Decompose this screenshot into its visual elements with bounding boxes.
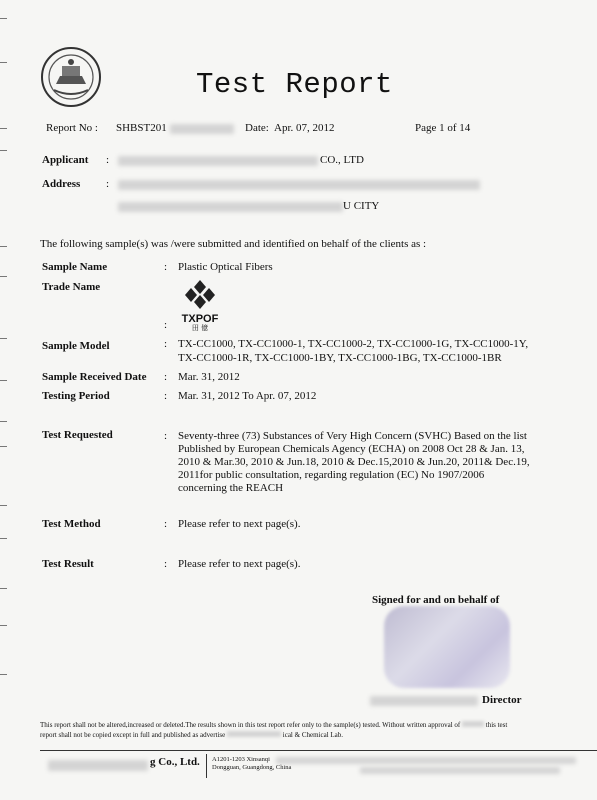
footer-separator bbox=[206, 754, 207, 778]
date-value: Apr. 07, 2012 bbox=[274, 122, 335, 134]
date-label: Date: bbox=[245, 122, 269, 134]
field-colon: : bbox=[164, 390, 168, 402]
test-method-label: Test Method bbox=[42, 518, 101, 530]
address-label: Address bbox=[42, 178, 81, 190]
test-result-label: Test Result bbox=[42, 558, 94, 570]
address-line2: U CITY bbox=[343, 200, 380, 212]
trade-logo bbox=[178, 279, 222, 332]
edge-mark bbox=[0, 674, 7, 675]
field-colon: : bbox=[164, 558, 168, 570]
company-stamp bbox=[384, 606, 510, 688]
disclaimer-line bbox=[40, 721, 507, 729]
edge-mark bbox=[0, 276, 7, 277]
sample-model-line: TX-CC1000-1R, TX-CC1000-1BY, TX-CC1000-1BG, TX-CC1000-1BR bbox=[178, 352, 502, 364]
redaction bbox=[118, 180, 480, 190]
edge-mark bbox=[0, 538, 7, 539]
field-colon: : bbox=[164, 319, 168, 331]
trade-name-label: Trade Name bbox=[42, 281, 101, 293]
test-requested-line: concerning the REACH bbox=[178, 482, 284, 494]
field-colon: : bbox=[164, 430, 168, 442]
test-requested-line: Published by European Chemicals Agency (ECHA) on 2008 Oct 28 & Jan. 13, bbox=[178, 443, 525, 455]
edge-mark bbox=[0, 446, 7, 447]
page-number: Page 1 of 14 bbox=[415, 122, 471, 134]
edge-mark bbox=[0, 588, 7, 589]
received-label: Sample Received Date bbox=[42, 371, 147, 383]
test-requested-line: 2010 & Mar.30, 2010 & Jun.18, 2010 & Dec.15,2010 & Jun.20, 2011& Dec.19, bbox=[178, 456, 530, 468]
sample-name-value: Plastic Optical Fibers bbox=[178, 261, 273, 273]
test-requested-line: 2011for public consultation, regarding regulation (EC) No 1907/2006 bbox=[178, 469, 485, 481]
test-result-value: Please refer to next page(s). bbox=[178, 558, 301, 570]
edge-mark bbox=[0, 505, 7, 506]
test-requested-label: Test Requested bbox=[42, 429, 113, 441]
edge-mark bbox=[0, 62, 7, 63]
disclaimer-text: ical & Chemical Lab. bbox=[282, 731, 344, 739]
redaction bbox=[227, 731, 281, 737]
edge-mark bbox=[0, 625, 7, 626]
redaction bbox=[170, 124, 234, 134]
test-requested-line: Seventy-three (73) Substances of Very High Concern (SVHC) Based on the list bbox=[178, 430, 527, 442]
address-colon: : bbox=[106, 178, 110, 190]
field-colon: : bbox=[164, 261, 168, 273]
testing-period-value: Mar. 31, 2012 To Apr. 07, 2012 bbox=[178, 390, 317, 402]
footer-address-line: Dongguan, Guangdong, China bbox=[212, 764, 292, 771]
received-value: Mar. 31, 2012 bbox=[178, 371, 240, 383]
intro-text: The following sample(s) was /were submitted and identified on behalf of the clients as : bbox=[40, 238, 427, 250]
director-label: Director bbox=[482, 694, 522, 706]
sample-name-label: Sample Name bbox=[42, 261, 108, 273]
edge-mark bbox=[0, 338, 7, 339]
footer-divider bbox=[40, 750, 597, 751]
redaction bbox=[118, 156, 318, 166]
edge-mark bbox=[0, 380, 7, 381]
field-colon: : bbox=[164, 371, 168, 383]
signed-text: Signed for and on behalf of bbox=[372, 594, 500, 606]
test-method-value: Please refer to next page(s). bbox=[178, 518, 301, 530]
sample-model-line: TX-CC1000, TX-CC1000-1, TX-CC1000-2, TX-CC1000-1G, TX-CC1000-1Y, bbox=[178, 338, 529, 350]
redaction bbox=[118, 202, 343, 212]
seal-logo-icon bbox=[40, 46, 102, 108]
diamond-cluster-icon bbox=[178, 279, 222, 309]
redaction bbox=[462, 721, 484, 727]
redaction bbox=[48, 760, 148, 771]
footer-company: g Co., Ltd. bbox=[150, 756, 200, 768]
trade-logo-sub: 田 億 bbox=[191, 324, 209, 332]
applicant-label: Applicant bbox=[42, 154, 89, 166]
edge-mark bbox=[0, 150, 7, 151]
footer-address-line: A1201-1203 Xinsanqi bbox=[212, 756, 270, 763]
edge-mark bbox=[0, 246, 7, 247]
sample-model-label: Sample Model bbox=[42, 340, 110, 352]
field-colon: : bbox=[164, 518, 168, 530]
applicant-colon: : bbox=[106, 154, 110, 166]
disclaimer-line bbox=[40, 731, 343, 739]
field-colon: : bbox=[164, 338, 168, 350]
redaction bbox=[370, 696, 478, 706]
edge-mark bbox=[0, 421, 7, 422]
disclaimer-text: This report shall not be altered,increased or deleted.The results shown in this test report refer only to the sample(s) tested. Without written approval of bbox=[40, 721, 461, 729]
testing-period-label: Testing Period bbox=[42, 390, 110, 402]
applicant-value: CO., LTD bbox=[320, 154, 364, 166]
trade-logo-brand: TXPOF bbox=[181, 313, 219, 325]
redaction bbox=[276, 757, 576, 764]
report-no-value: SHBST201 bbox=[116, 122, 167, 134]
edge-mark bbox=[0, 18, 7, 19]
report-no-label: Report No : bbox=[46, 122, 98, 134]
edge-mark bbox=[0, 128, 7, 129]
disclaimer-text: report shall not be copied except in full and published as advertise bbox=[40, 731, 226, 739]
report-title: Test Report bbox=[196, 68, 393, 101]
disclaimer-text: this test bbox=[485, 721, 508, 729]
redaction bbox=[360, 767, 560, 774]
